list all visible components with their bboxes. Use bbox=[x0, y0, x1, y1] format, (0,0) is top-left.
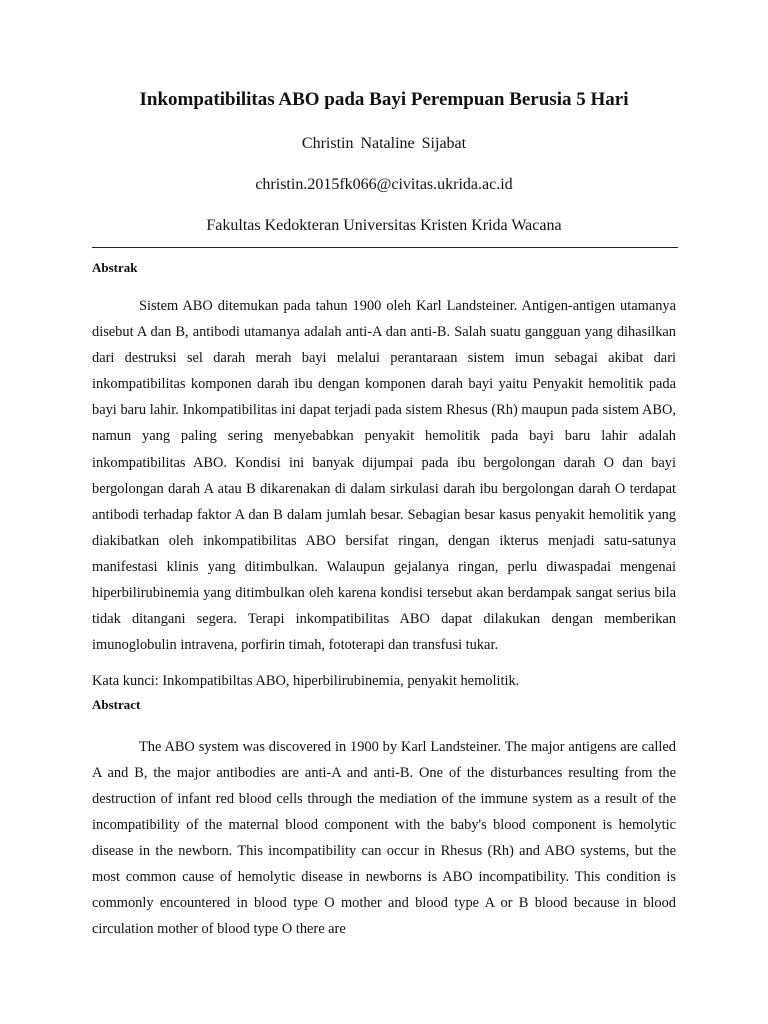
abstrak-paragraph: Sistem ABO ditemukan pada tahun 1900 oleh Karl Landsteiner. Antigen-antigen utamanya disebut A dan B, antibodi utamanya adalah anti-A dan anti-B. Salah suatu gangguan yang dihasilkan dari destruksi sel darah merah bayi melalui perantaraan sistem imun sebagai akibat dari inkompatibilitas komponen darah ibu dengan komponen darah bayi yaitu Penyakit hemolitik pada bayi baru lahir. Inkompatibilitas ini dapat terjadi pada sistem Rhesus (Rh) maupun pada sistem ABO, namun yang paling sering menyebabkan penyakit hemolitik pada bayi baru lahir adalah inkompatibilitas ABO. Kondisi ini banyak dijumpai pada ibu bergolongan darah O dan bayi bergolongan darah A atau B dikarenakan di dalam sirkulasi darah ibu bergolongan darah O terdapat antibodi terhadap faktor A dan B dalam jumlah besar. Sebagian besar kasus penyakit hemolitik yang diakibatkan oleh inkompatibilitas ABO bersifat ringan, dengan ikterus menjadi satu-satunya manifestasi klinis yang ditimbulkan. Walaupun gejalanya ringan, perlu diwaspadai mengenai hiperbilirubinemia yang ditimbulkan oleh karena kondisi tersebut akan berdampak sangat serius bila tidak ditangani segera. Terapi inkompatibilitas ABO dapat dilakukan dengan memberikan imunoglobulin intravena, porfirin timah, fototerapi dan transfusi tukar. bbox=[92, 298, 676, 654]
author-name: Christin Nataline Sijabat bbox=[301, 135, 467, 152]
author-affiliation: Fakultas Kedokteran Universitas Kristen Krida Wacana bbox=[206, 217, 562, 234]
abstrak-heading: Abstrak bbox=[92, 260, 138, 275]
header-divider bbox=[92, 247, 678, 248]
abstract-heading: Abstract bbox=[92, 697, 141, 712]
abstract-paragraph: The ABO system was discovered in 1900 by Karl Landsteiner. The major antigens are called A and B, the major antibodies are anti-A and anti-B. One of the disturbances resulting from the destruction of infant red blood cells through the mediation of the immune system as a result of the incompatibility of the maternal blood component with the baby's blood component is hemolytic disease in the newborn. This incompatibility can occur in Rhesus (Rh) and ABO systems, but the most common cause of hemolytic disease in newborns is ABO incompatibility. This condition is commonly encountered in blood type O mother and blood type A or B blood because in blood circulation mother of blood type O there are bbox=[92, 739, 676, 937]
author-email: christin.2015fk066@civitas.ukrida.ac.id bbox=[255, 176, 513, 193]
keywords-line: Kata kunci: Inkompatibiltas ABO, hiperbilirubinemia, penyakit hemolitik. bbox=[92, 673, 520, 689]
paper-title: Inkompatibilitas ABO pada Bayi Perempuan Berusia 5 Hari bbox=[139, 89, 629, 110]
